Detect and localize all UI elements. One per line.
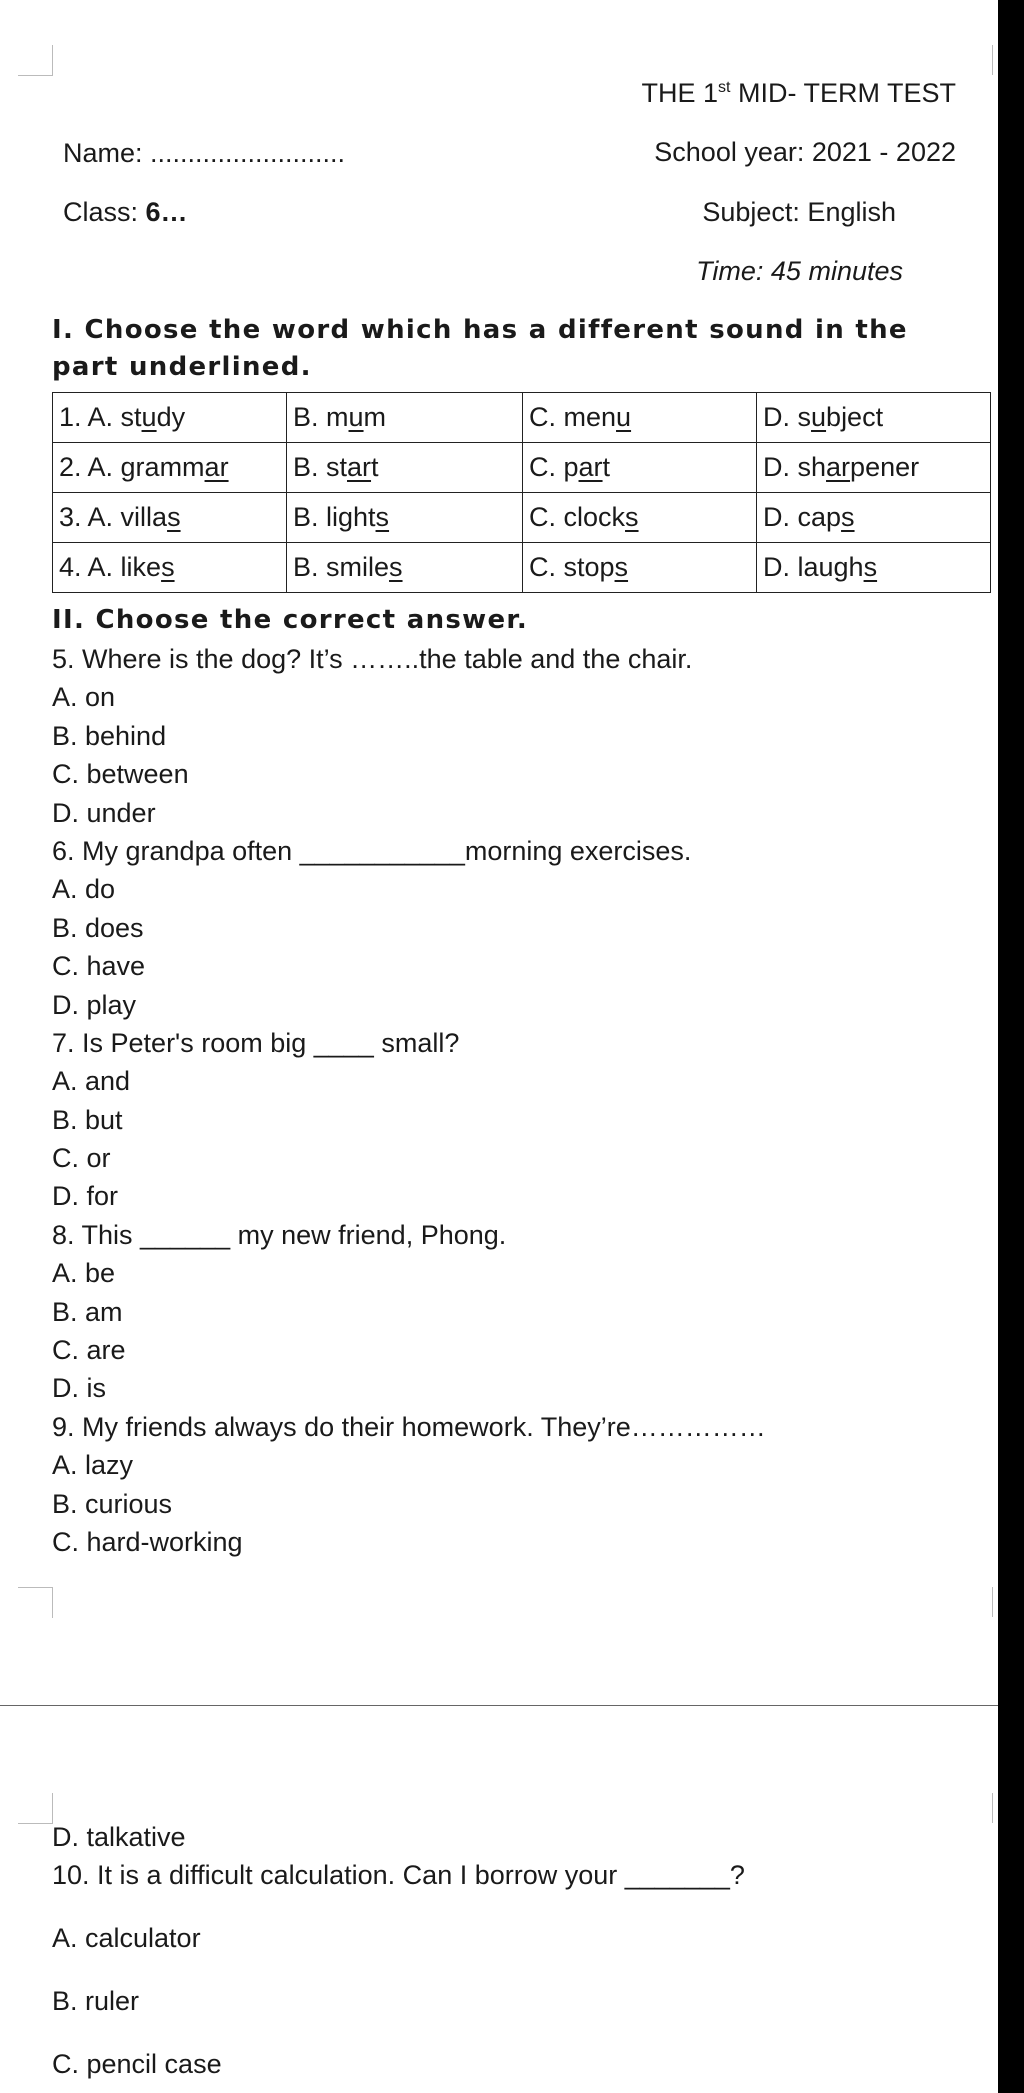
subject: Subject: English <box>702 197 896 227</box>
crop-mark <box>992 1587 997 1617</box>
right-edge-bar <box>998 0 1024 2093</box>
answer-option: B. curious <box>52 1488 173 1519</box>
crop-mark <box>18 1793 53 1824</box>
sound-table <box>52 392 991 593</box>
question-text: 5. Where is the dog? It’s ……..the table and the chair. <box>52 644 693 674</box>
answer-option: A. calculator <box>52 1923 201 1953</box>
option-cell: B. lights <box>287 493 523 543</box>
crop-mark <box>992 1793 997 1823</box>
answer-option: C. or <box>52 1143 111 1174</box>
option-cell: B. start <box>287 443 523 493</box>
answer-option: B. but <box>52 1104 123 1135</box>
question-text: 9. My friends always do their homework. They’re…………… <box>52 1411 766 1442</box>
table-row <box>53 443 991 493</box>
answer-option: C. are <box>52 1335 126 1366</box>
option-cell: D. caps <box>757 493 991 543</box>
answer-option: B. ruler <box>52 1986 140 2016</box>
answer-option: A. on <box>52 682 116 713</box>
option-cell: 4. A. likes <box>53 543 287 593</box>
answer-option: D. is <box>52 1373 106 1404</box>
answer-option: B. behind <box>52 720 167 751</box>
option-cell: D. laughs <box>757 543 991 593</box>
school-year: School year: 2021 - 2022 <box>654 137 956 167</box>
table-row <box>53 543 991 593</box>
option-cell: C. stops <box>523 543 757 593</box>
question-text: 10. It is a difficult calculation. Can I borrow your _______? <box>52 1860 745 1890</box>
answer-option: D. play <box>52 989 137 1020</box>
option-cell: C. menu <box>523 393 757 443</box>
test-title: THE 1st MID- TERM TEST <box>641 78 956 108</box>
crop-mark <box>18 1587 53 1618</box>
crop-mark <box>18 45 53 76</box>
crop-mark <box>992 45 997 75</box>
option-cell: C. part <box>523 443 757 493</box>
answer-option: A. do <box>52 874 116 905</box>
answer-option: D. for <box>52 1181 119 1212</box>
answer-option: A. and <box>52 1066 131 1097</box>
option-cell: D. sharpener <box>757 443 991 493</box>
answer-option: A. lazy <box>52 1450 134 1481</box>
page-break-line <box>0 1705 998 1706</box>
table-row <box>53 393 991 443</box>
option-cell: C. clocks <box>523 493 757 543</box>
answer-option: A. be <box>52 1258 116 1289</box>
question-text: 7. Is Peter's room big ____ small? <box>52 1027 460 1058</box>
answer-option: C. between <box>52 759 189 790</box>
answer-option: D. under <box>52 797 156 828</box>
time-limit: Time: 45 minutes <box>696 256 903 286</box>
class-field: Class: 6… <box>63 197 188 227</box>
answer-option: C. pencil case <box>52 2049 222 2079</box>
option-cell: B. smiles <box>287 543 523 593</box>
question-text: 8. This ______ my new friend, Phong. <box>52 1219 507 1250</box>
answer-option: C. hard-working <box>52 1526 243 1557</box>
option-cell: 3. A. villas <box>53 493 287 543</box>
section-2-heading: II. Choose the correct answer. <box>52 605 528 635</box>
answer-option: D. talkative <box>52 1822 186 1852</box>
option-cell: D. subject <box>757 393 991 443</box>
answer-option: C. have <box>52 951 146 982</box>
option-cell: 1. A. study <box>53 393 287 443</box>
question-list-page-1 <box>52 640 766 1561</box>
table-row <box>53 493 991 543</box>
question-text: 6. My grandpa often ___________morning exercises. <box>52 835 692 866</box>
option-cell: 2. A. grammar <box>53 443 287 493</box>
answer-option: B. am <box>52 1296 123 1327</box>
option-cell: B. mum <box>287 393 523 443</box>
answer-option: B. does <box>52 912 144 943</box>
section-1-heading: I. Choose the word which has a different sound in the part underlined. <box>52 315 908 382</box>
name-field: Name: .......................... <box>63 138 346 168</box>
